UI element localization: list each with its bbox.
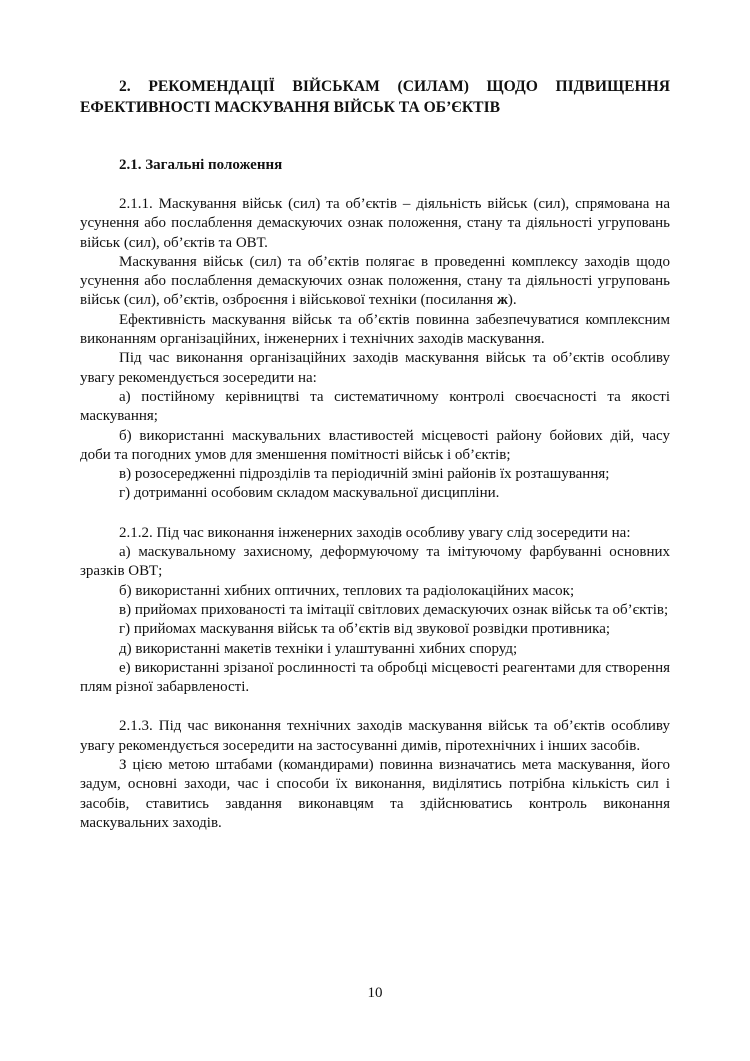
reference-letter: ж <box>496 292 508 309</box>
paragraph: З цією метою штабами (командирами) повинна визначатись мета маскування, його задум, основні заходи, час і способи їх виконання, виділятись потрібна кількість сил і засобів, ставитись завдання виконавцям та здійснюватись контроль виконання маскувальних заходів. <box>80 757 670 831</box>
section-2-1-3 <box>80 717 670 833</box>
subsection-heading: 2.1. Загальні положення <box>119 157 283 173</box>
list-item: а) постійному керівництві та систематичному контролі своєчасності та якості маскування; <box>80 388 670 425</box>
list-item: в) розосередженні підрозділів та періодичній зміні районів їх розташування; <box>119 466 610 483</box>
list-item: б) використанні маскувальних властивостей місцевості району бойових дій, часу доби та погодних умов для зменшення помітності військ і об’єктів; <box>80 427 670 463</box>
list-item: а) маскувальному захисному, деформуючому та імітуючому фарбуванні основних зразків ОВТ; <box>80 544 670 580</box>
paragraph: 2.1.1. Маскування військ (сил) та об’єктів – діяльність військ (сил), спрямована на усунення або послаблення демаскуючих ознак положення, стану та діяльності угруповань військ (сил), об’єктів та ОВТ. <box>80 196 670 251</box>
list-item: г) прийомах маскування військ та об’єктів від звукової розвідки противника; <box>119 621 611 638</box>
list-item: е) використанні зрізаної рослинності та обробці місцевості реагентами для створення плям різної забарвленості. <box>80 659 670 696</box>
paragraph: Під час виконання організаційних заходів маскування військ та об’єктів особливу увагу рекомендується зосередити на: <box>80 350 670 386</box>
section-heading: 2. РЕКОМЕНДАЦІЇ ВІЙСЬКАМ (СИЛАМ) ЩОДО ПІДВИЩЕННЯ ЕФЕКТИВНОСТІ МАСКУВАННЯ ВІЙСЬК ТА ОБ’ЄКТІВ <box>80 78 670 116</box>
list-item: в) прийомах прихованості та імітації світлових демаскуючих ознак військ та об’єктів; <box>119 601 669 618</box>
paragraph <box>80 253 670 311</box>
paragraph-text: Маскування військ (сил) та об’єктів полягає в проведенні комплексу заходів щодо усунення або послаблення демаскуючих ознак положення, стану та діяльності угруповань військ (сил), об’єктів, озброєння і військової техніки (посилання <box>80 253 670 309</box>
list-item: б) використанні хибних оптичних, теплових та радіолокаційних масок; <box>119 582 575 599</box>
paragraph-text-end: ). <box>507 292 517 309</box>
page-number: 10 <box>367 985 383 1001</box>
section-2-1-2 <box>80 524 670 698</box>
paragraph: 2.1.3. Під час виконання технічних заходів маскування військ та об’єктів особливу увагу рекомендується зосередити на застосуванні димів, піротехнічних і інших засобів. <box>80 718 670 754</box>
document-page <box>80 76 670 833</box>
paragraph: 2.1.2. Під час виконання інженерних заходів особливу увагу слід зосередити на: <box>119 524 631 541</box>
list-item: д) використанні макетів техніки і улаштуванні хибних споруд; <box>119 640 518 657</box>
list-item: г) дотриманні особовим складом маскувальної дисципліни. <box>119 485 500 502</box>
section-2-1-1 <box>80 195 670 504</box>
paragraph: Ефективність маскування військ та об’єктів повинна забезпечуватися комплексним виконанням організаційних, інженерних і технічних заходів маскування. <box>80 311 670 348</box>
